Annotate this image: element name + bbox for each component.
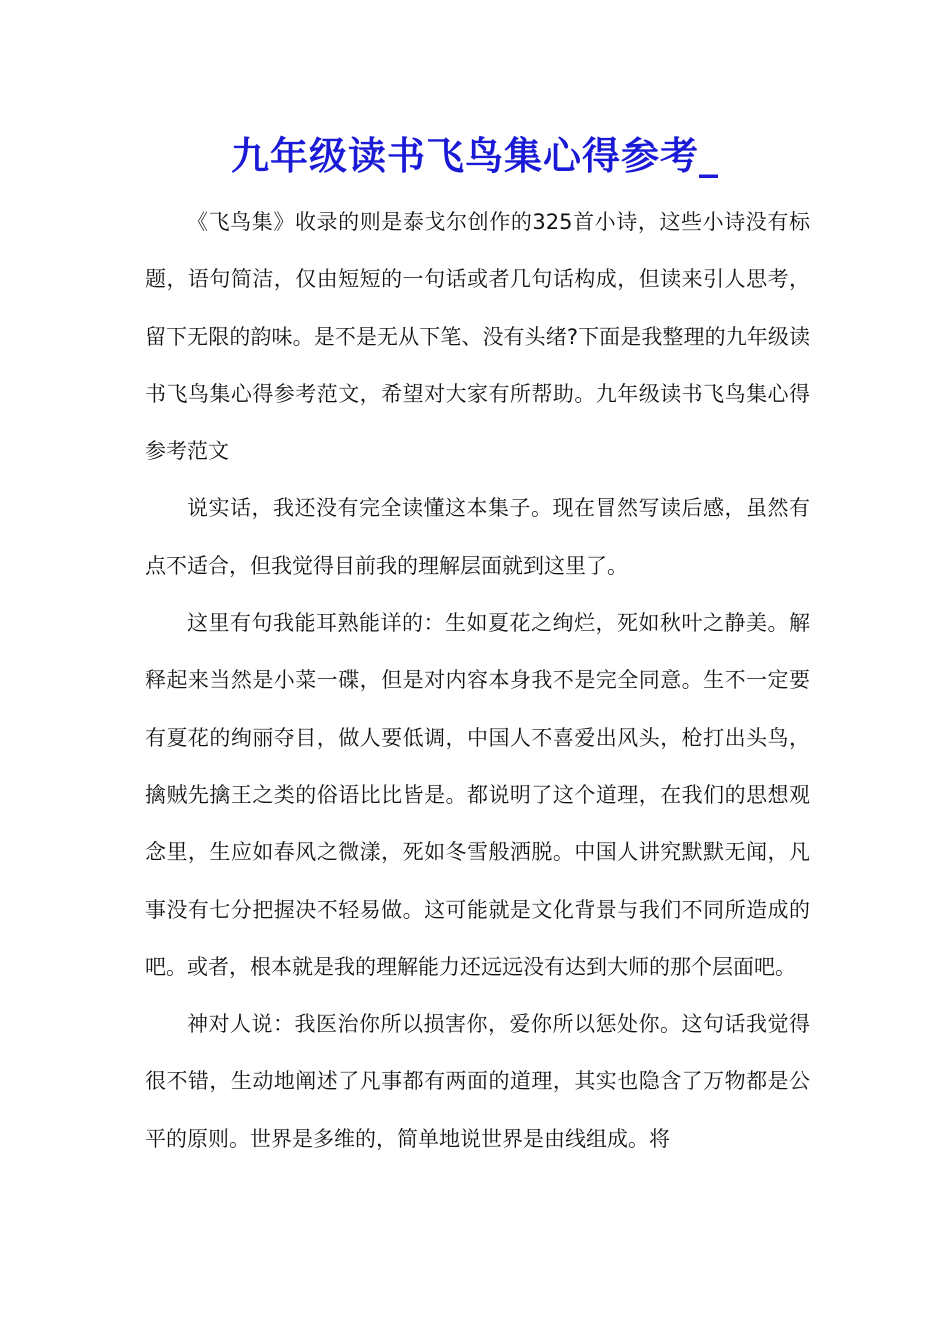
paragraph-honest: 说实话，我还没有完全读懂这本集子。现在冒然写读后感，虽然有点不适合，但我觉得目前我的理解层面就到这里了。 (145, 496, 810, 578)
paragraph-summer-flowers: 这里有句我能耳熟能详的：生如夏花之绚烂，死如秋叶之静美。解释起来当然是小菜一碟，但是对内容本身我不是完全同意。生不一定要有夏花的绚丽夺目，做人要低调，中国人不喜爱出风头，枪打出头鸟，擒贼先擒王之类的俗语比比皆是。都说明了这个道理，在我们的思想观念里，生应如春风之微漾，死如冬雪般洒脱。中国人讲究默默无闻，凡事没有七分把握决不轻易做。这可能就是文化背景与我们不同所造成的吧。或者，根本就是我的理解能力还远远没有达到大师的那个层面吧。 (145, 611, 810, 979)
paragraph-intro: 《飞鸟集》收录的则是泰戈尔创作的325首小诗，这些小诗没有标题，语句简洁，仅由短短的一句话或者几句话构成，但读来引人思考，留下无限的韵味。是不是无从下笔、没有头绪?下面是我整理的九年级读书飞鸟集心得参考范文，希望对大家有所帮助。九年级读书飞鸟集心得参考范文 (145, 210, 810, 464)
document-title: 九年级读书飞鸟集心得参考_ (230, 133, 719, 178)
document-body (145, 194, 810, 1168)
paragraph-god-says: 神对人说：我医治你所以损害你，爱你所以惩处你。这句话我觉得很不错，生动地阐述了凡事都有两面的道理，其实也隐含了万物都是公平的原则。世界是多维的，简单地说世界是由线组成。将 (145, 1012, 810, 1151)
